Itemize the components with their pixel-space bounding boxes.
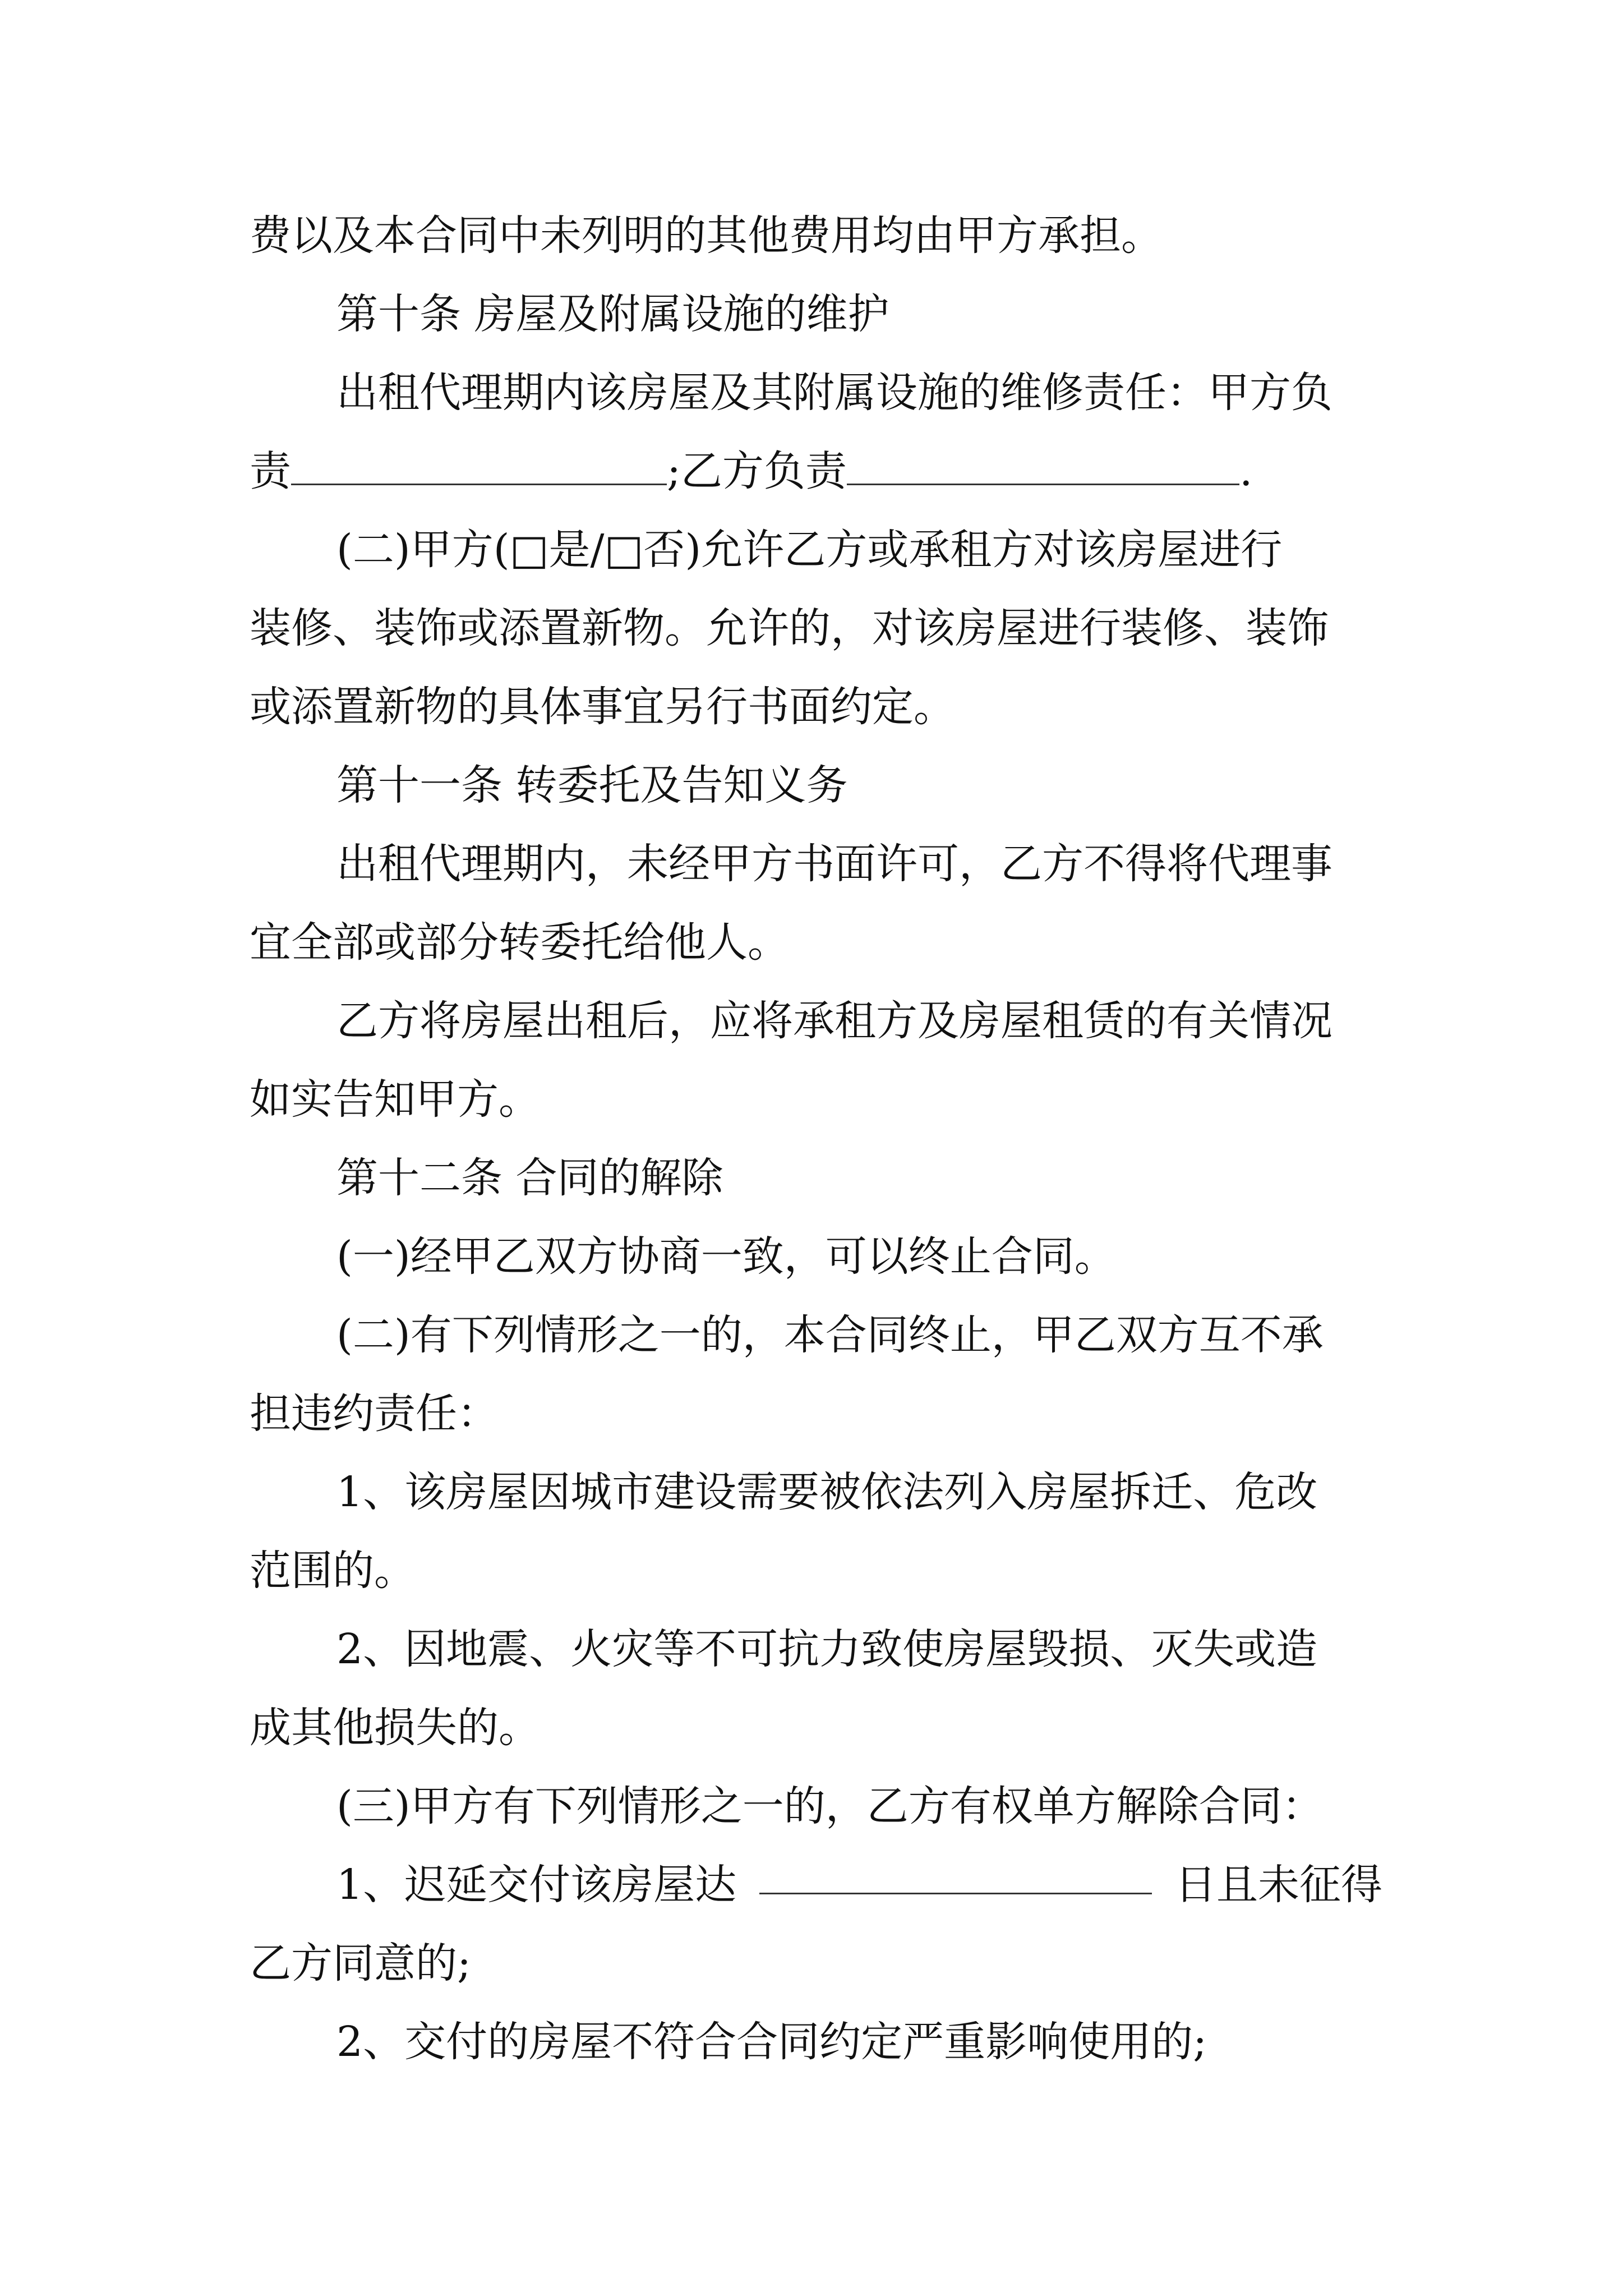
paragraph-line-with-blanks [250, 443, 1382, 499]
paragraph-line [336, 522, 1382, 578]
line-text: 费以及本合同中未列明的其他费用均由甲方承担。 [250, 211, 1163, 260]
paragraph-line [336, 1307, 1382, 1363]
paragraph-line [250, 600, 1382, 656]
section-heading [336, 286, 1382, 342]
line-text: 担违约责任： [250, 1389, 499, 1438]
line-text: 出租代理期内，未经甲方书面许可，乙方不得将代理事 [336, 840, 1332, 888]
paragraph-line [336, 836, 1382, 892]
section-heading [336, 757, 1382, 813]
line-text: 1、该房屋因城市建设需要被依法列入房屋拆迁、危改 [336, 1468, 1318, 1516]
line-text: 2、因地震、火灾等不可抗力致使房屋毁损、灭失或造 [336, 1625, 1318, 1673]
line-text: 日且未征得 [1175, 1861, 1382, 1909]
fill-in-blank[interactable] [847, 448, 1239, 485]
paragraph-line-with-blanks [336, 1857, 1382, 1913]
paragraph-line [336, 2014, 1382, 2070]
line-text: (三)甲方有下列情形之一的，乙方有权单方解除合同： [336, 1782, 1324, 1830]
paragraph-line [250, 679, 1382, 735]
line-text: ;乙方负责 [667, 447, 847, 495]
paragraph-line [250, 1386, 1382, 1442]
paragraph-line [250, 914, 1382, 970]
line-text: (二)有下列情形之一的，本合同终止，甲乙双方互不承 [336, 1311, 1324, 1359]
line-text: (二)甲方(□是/□否)允许乙方或承租方对该房屋进行 [336, 526, 1283, 574]
line-text: 乙方同意的; [250, 1939, 471, 1987]
line-text: 或添置新物的具体事宜另行书面约定。 [250, 683, 955, 731]
line-text: 出租代理期内该房屋及其附属设施的维修责任：甲方负 [336, 369, 1332, 417]
line-text: 范围的。 [250, 1547, 416, 1595]
fill-in-blank[interactable] [759, 1857, 1152, 1894]
paragraph-line [336, 993, 1382, 1049]
paragraph-line [336, 1464, 1382, 1520]
heading-text: 第十一条 转委托及告知义务 [336, 761, 848, 809]
heading-text: 第十条 房屋及附属设施的维护 [336, 290, 889, 338]
line-text: 乙方将房屋出租后，应将承租方及房屋租赁的有关情况 [336, 997, 1332, 1045]
line-text: (一)经甲乙双方协商一致，可以终止合同。 [336, 1232, 1116, 1281]
line-text: 2、交付的房屋不符合合同约定严重影响使用的; [336, 2018, 1207, 2066]
line-text: 1、迟延交付该房屋达 [336, 1861, 737, 1909]
paragraph-line [250, 1935, 1382, 1991]
line-text: 宜全部或部分转委托给他人。 [250, 918, 789, 967]
paragraph-line [336, 1621, 1382, 1677]
paragraph-line [250, 1071, 1382, 1128]
line-text: 责 [250, 447, 291, 495]
paragraph-line [250, 1543, 1382, 1599]
paragraph-line [336, 1228, 1382, 1285]
paragraph-line [336, 1778, 1382, 1834]
paragraph-line [336, 365, 1382, 421]
section-heading [336, 1150, 1382, 1206]
line-text: . [1239, 447, 1253, 495]
line-text: 装修、装饰或添置新物。允许的，对该房屋进行装修、装饰 [250, 604, 1329, 652]
paragraph-line [250, 208, 1382, 264]
fill-in-blank[interactable] [291, 448, 667, 485]
paragraph-line [250, 1700, 1382, 1756]
line-text: 成其他损失的。 [250, 1704, 540, 1752]
line-text: 如实告知甲方。 [250, 1075, 540, 1124]
heading-text: 第十二条 合同的解除 [336, 1154, 723, 1202]
